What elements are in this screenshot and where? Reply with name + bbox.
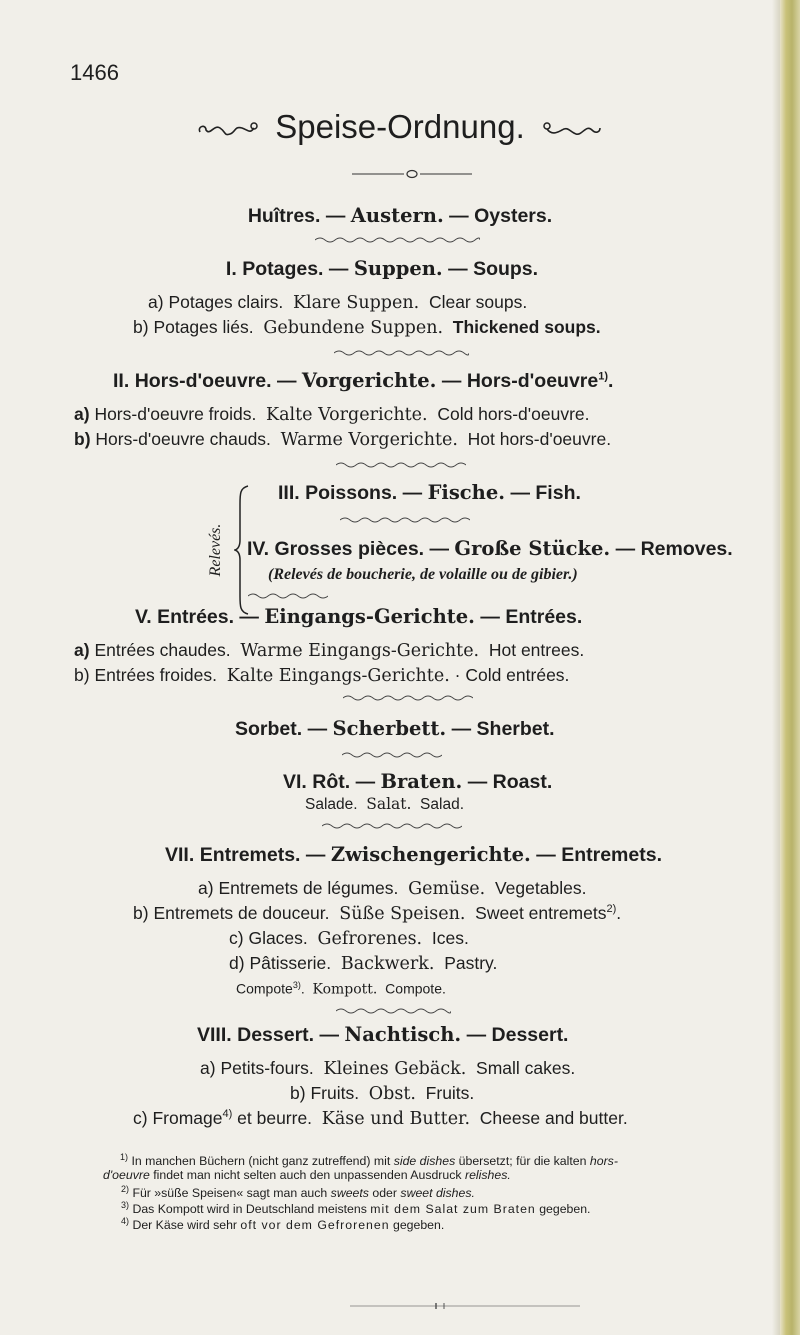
row-potages-a: a) Potages clairs. Klare Suppen. Clear soups. <box>148 292 528 313</box>
row-entremets-b: b) Entremets de douceur. Süße Speisen. Sweet entremets$^{2)}$. <box>133 903 622 924</box>
footnote-1-line-1: $^{1)}$ In manchen Büchern (nicht ganz zutreffend) mit side dishes übersetzt; für die kalten hors- <box>120 1152 618 1169</box>
footnote-4: $^{4)}$ Der Käse wird sehr oft vor dem Gefrorenen gegeben. <box>121 1216 445 1233</box>
row-entremets-d: d) Pâtisserie. Backwerk. Pastry. <box>229 953 498 974</box>
heading-huitres: Huîtres. — Austern. — Oysters. <box>247 204 553 227</box>
row-dessert-a: a) Petits-fours. Kleines Gebäck. Small cakes. <box>200 1058 576 1079</box>
page-title: Speise-Ordnung. <box>275 108 525 145</box>
page-number: 1466 <box>70 60 119 85</box>
wavy-divider <box>334 349 469 357</box>
wavy-divider <box>322 822 462 830</box>
grosses-pieces-note: (Relevés de boucherie, de volaille ou de gibier.) <box>268 566 578 583</box>
footnote-3: $^{3)}$ Das Kompott wird in Deutschland meistens mit dem Salat zum Braten gegeben. <box>121 1200 591 1217</box>
heading-rot: VI. Rôt. — Braten. — Roast. <box>283 770 553 793</box>
heading-sorbet: Sorbet. — Scherbett. — Sherbet. <box>235 717 555 740</box>
row-hors-a: a) Hors-d'oeuvre froids. Kalte Vorgerichte. Cold hors-d'oeuvre. <box>74 404 590 425</box>
row-entrees-a: a) Entrées chaudes. Warme Eingangs-Gerichte. Hot entrees. <box>74 640 585 661</box>
releves-label-box <box>207 500 227 600</box>
heading-grosses-pieces: IV. Grosses pièces. — Große Stücke. — Removes. <box>247 537 733 560</box>
page-edge-shadow <box>772 0 780 1335</box>
heading-entrees: V. Entrées. — Eingangs-Gerichte. — Entrées. <box>135 605 583 628</box>
page-edge <box>780 0 800 1335</box>
wavy-divider <box>340 516 470 524</box>
wavy-divider <box>336 461 466 469</box>
bottom-rule <box>350 1302 580 1310</box>
row-entremets-c: c) Glaces. Gefrorenes. Ices. <box>229 928 469 949</box>
title-separator <box>352 168 472 180</box>
row-compote: Compote$^{3)}$. Kompott. Compote. <box>236 980 446 998</box>
row-entremets-a: a) Entremets de légumes. Gemüse. Vegetables. <box>198 878 587 899</box>
row-dessert-b: b) Fruits. Obst. Fruits. <box>290 1083 475 1104</box>
releves-label: Relevés. <box>207 523 224 577</box>
page-title-row <box>0 108 800 146</box>
heading-poissons: III. Poissons. — Fische. — Fish. <box>278 481 581 504</box>
wavy-divider <box>315 236 480 244</box>
wavy-divider <box>248 592 328 600</box>
footnote-2: $^{2)}$ Für »süße Speisen« sagt man auch sweets oder sweet dishes. <box>121 1184 475 1201</box>
heading-dessert: VIII. Dessert. — Nachtisch. — Dessert. <box>197 1023 569 1046</box>
row-salade: Salade. Salat. Salad. <box>305 795 464 813</box>
right-flourish-icon <box>542 118 604 140</box>
left-flourish-icon <box>196 118 258 140</box>
heading-hors-doeuvre: II. Hors-d'oeuvre. — Vorgerichte. — Hors-d'oeuvre$^{1)}$. <box>113 369 614 392</box>
heading-entremets: VII. Entremets. — Zwischengerichte. — Entremets. <box>165 843 662 866</box>
heading-potages: I. Potages. — Suppen. — Soups. <box>225 257 539 280</box>
footnote-1-line-2: d'oeuvre findet man nicht selten auch den unpassenden Ausdruck relishes. <box>103 1168 511 1182</box>
row-hors-b: b) Hors-d'oeuvre chauds. Warme Vorgerichte. Hot hors-d'oeuvre. <box>74 429 612 450</box>
wavy-divider <box>336 1007 451 1015</box>
wavy-divider <box>343 694 473 702</box>
row-dessert-c: c) Fromage$^{4)}$ et beurre. Käse und Butter. Cheese and butter. <box>133 1108 628 1129</box>
row-entrees-b: b) Entrées froides. Kalte Eingangs-Gerichte. · Cold entrées. <box>74 665 570 686</box>
wavy-divider <box>342 751 442 759</box>
row-potages-b: b) Potages liés. Gebundene Suppen. Thickened soups. <box>133 317 601 338</box>
